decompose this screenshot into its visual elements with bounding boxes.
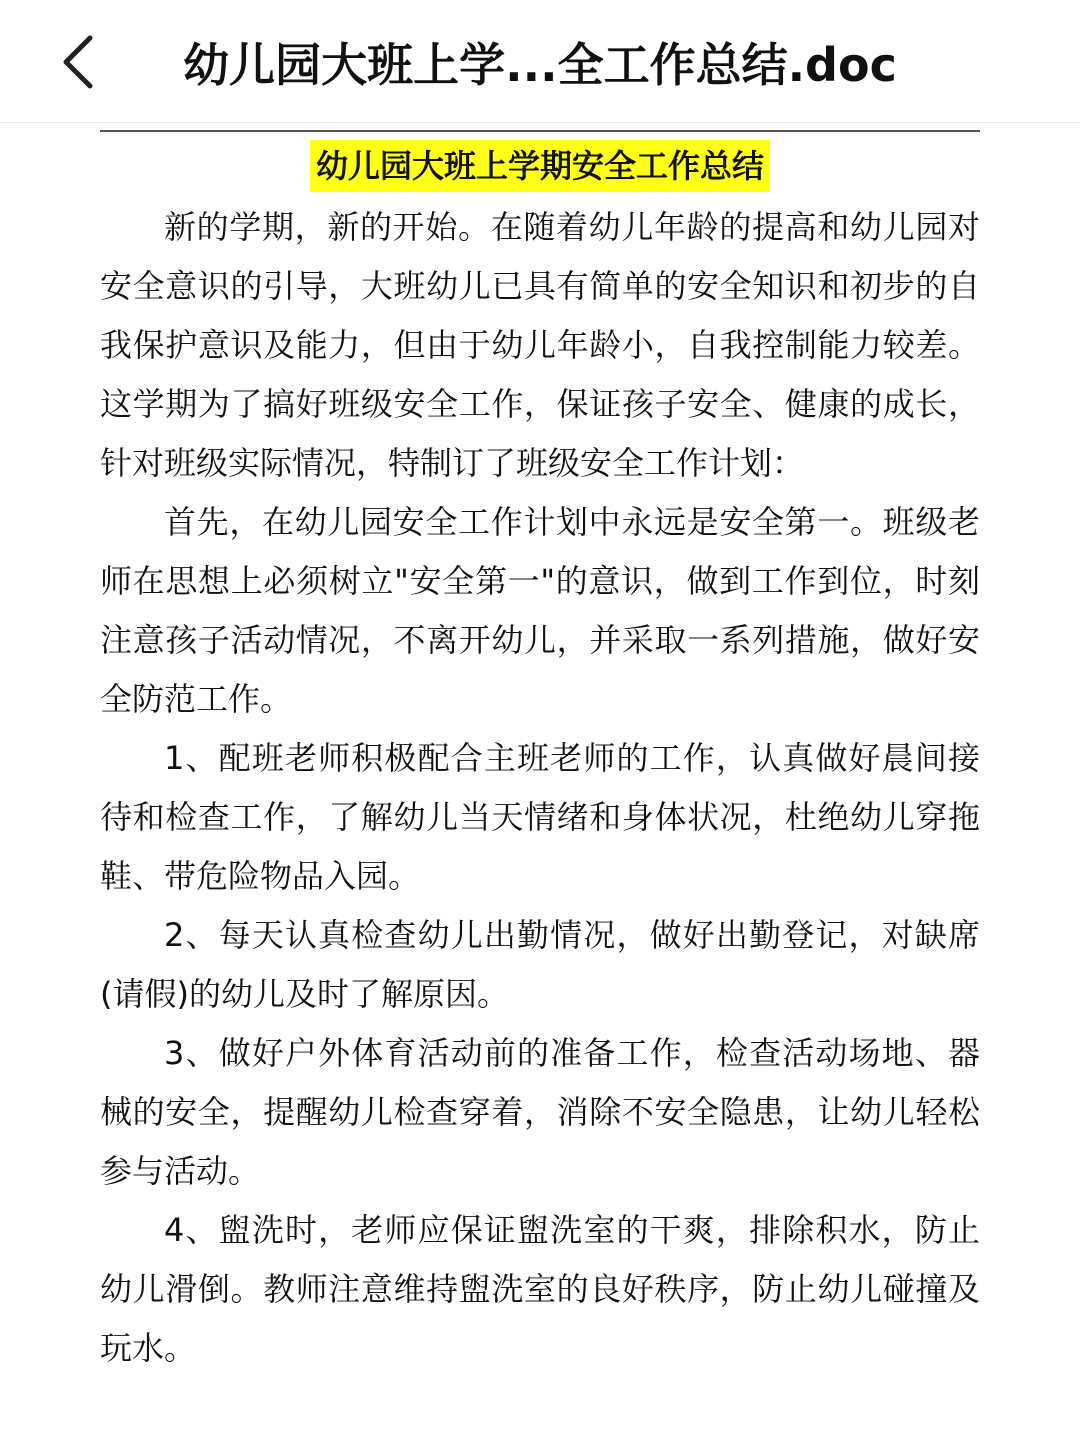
page-top-rule [100,130,980,132]
paragraph-item-2: 2、每天认真检查幼儿出勤情况，做好出勤登记，对缺席(请假)的幼儿及时了解原因。 [100,916,980,1013]
back-button[interactable] [48,24,118,100]
paragraph-intro: 新的学期，新的开始。在随着幼儿年龄的提高和幼儿园对安全意识的引导，大班幼儿已具有简单的安全知识和初步的自我保护意识及能力，但由于幼儿年龄小，自我控制能力较差。这学期为了搞好班级安全工作，保证孩子安全、健康的成长，针对班级实际情况，特制订了班级安全工作计划： [100,208,980,482]
top-bar [0,0,1080,123]
paragraph-item-4: 4、盥洗时，老师应保证盥洗室的干爽，排除积水，防止幼儿滑倒。教师注意维持盥洗室的良好秩序，防止幼儿碰撞及玩水。 [100,1211,980,1367]
document-body[interactable] [100,130,980,1378]
chevron-left-icon [48,24,118,100]
paragraph-first: 首先，在幼儿园安全工作计划中永远是安全第一。班级老师在思想上必须树立"安全第一"的意识，做到工作到位，时刻注意孩子活动情况，不离开幼儿，并采取一系列措施，做好安全防范工作。 [100,503,980,718]
document-heading-text: 幼儿园大班上学期安全工作总结 [310,140,770,192]
document-heading [100,140,980,196]
paragraph-item-3: 3、做好户外体育活动前的准备工作，检查活动场地、器械的安全，提醒幼儿检查穿着，消除不安全隐患，让幼儿轻松参与活动。 [100,1034,980,1190]
paragraph-item-1: 1、配班老师积极配合主班老师的工作，认真做好晨间接待和检查工作，了解幼儿当天情绪和身体状况，杜绝幼儿穿拖鞋、带危险物品入园。 [100,739,980,895]
document-title: 幼儿园大班上学...全工作总结.doc [183,38,897,92]
